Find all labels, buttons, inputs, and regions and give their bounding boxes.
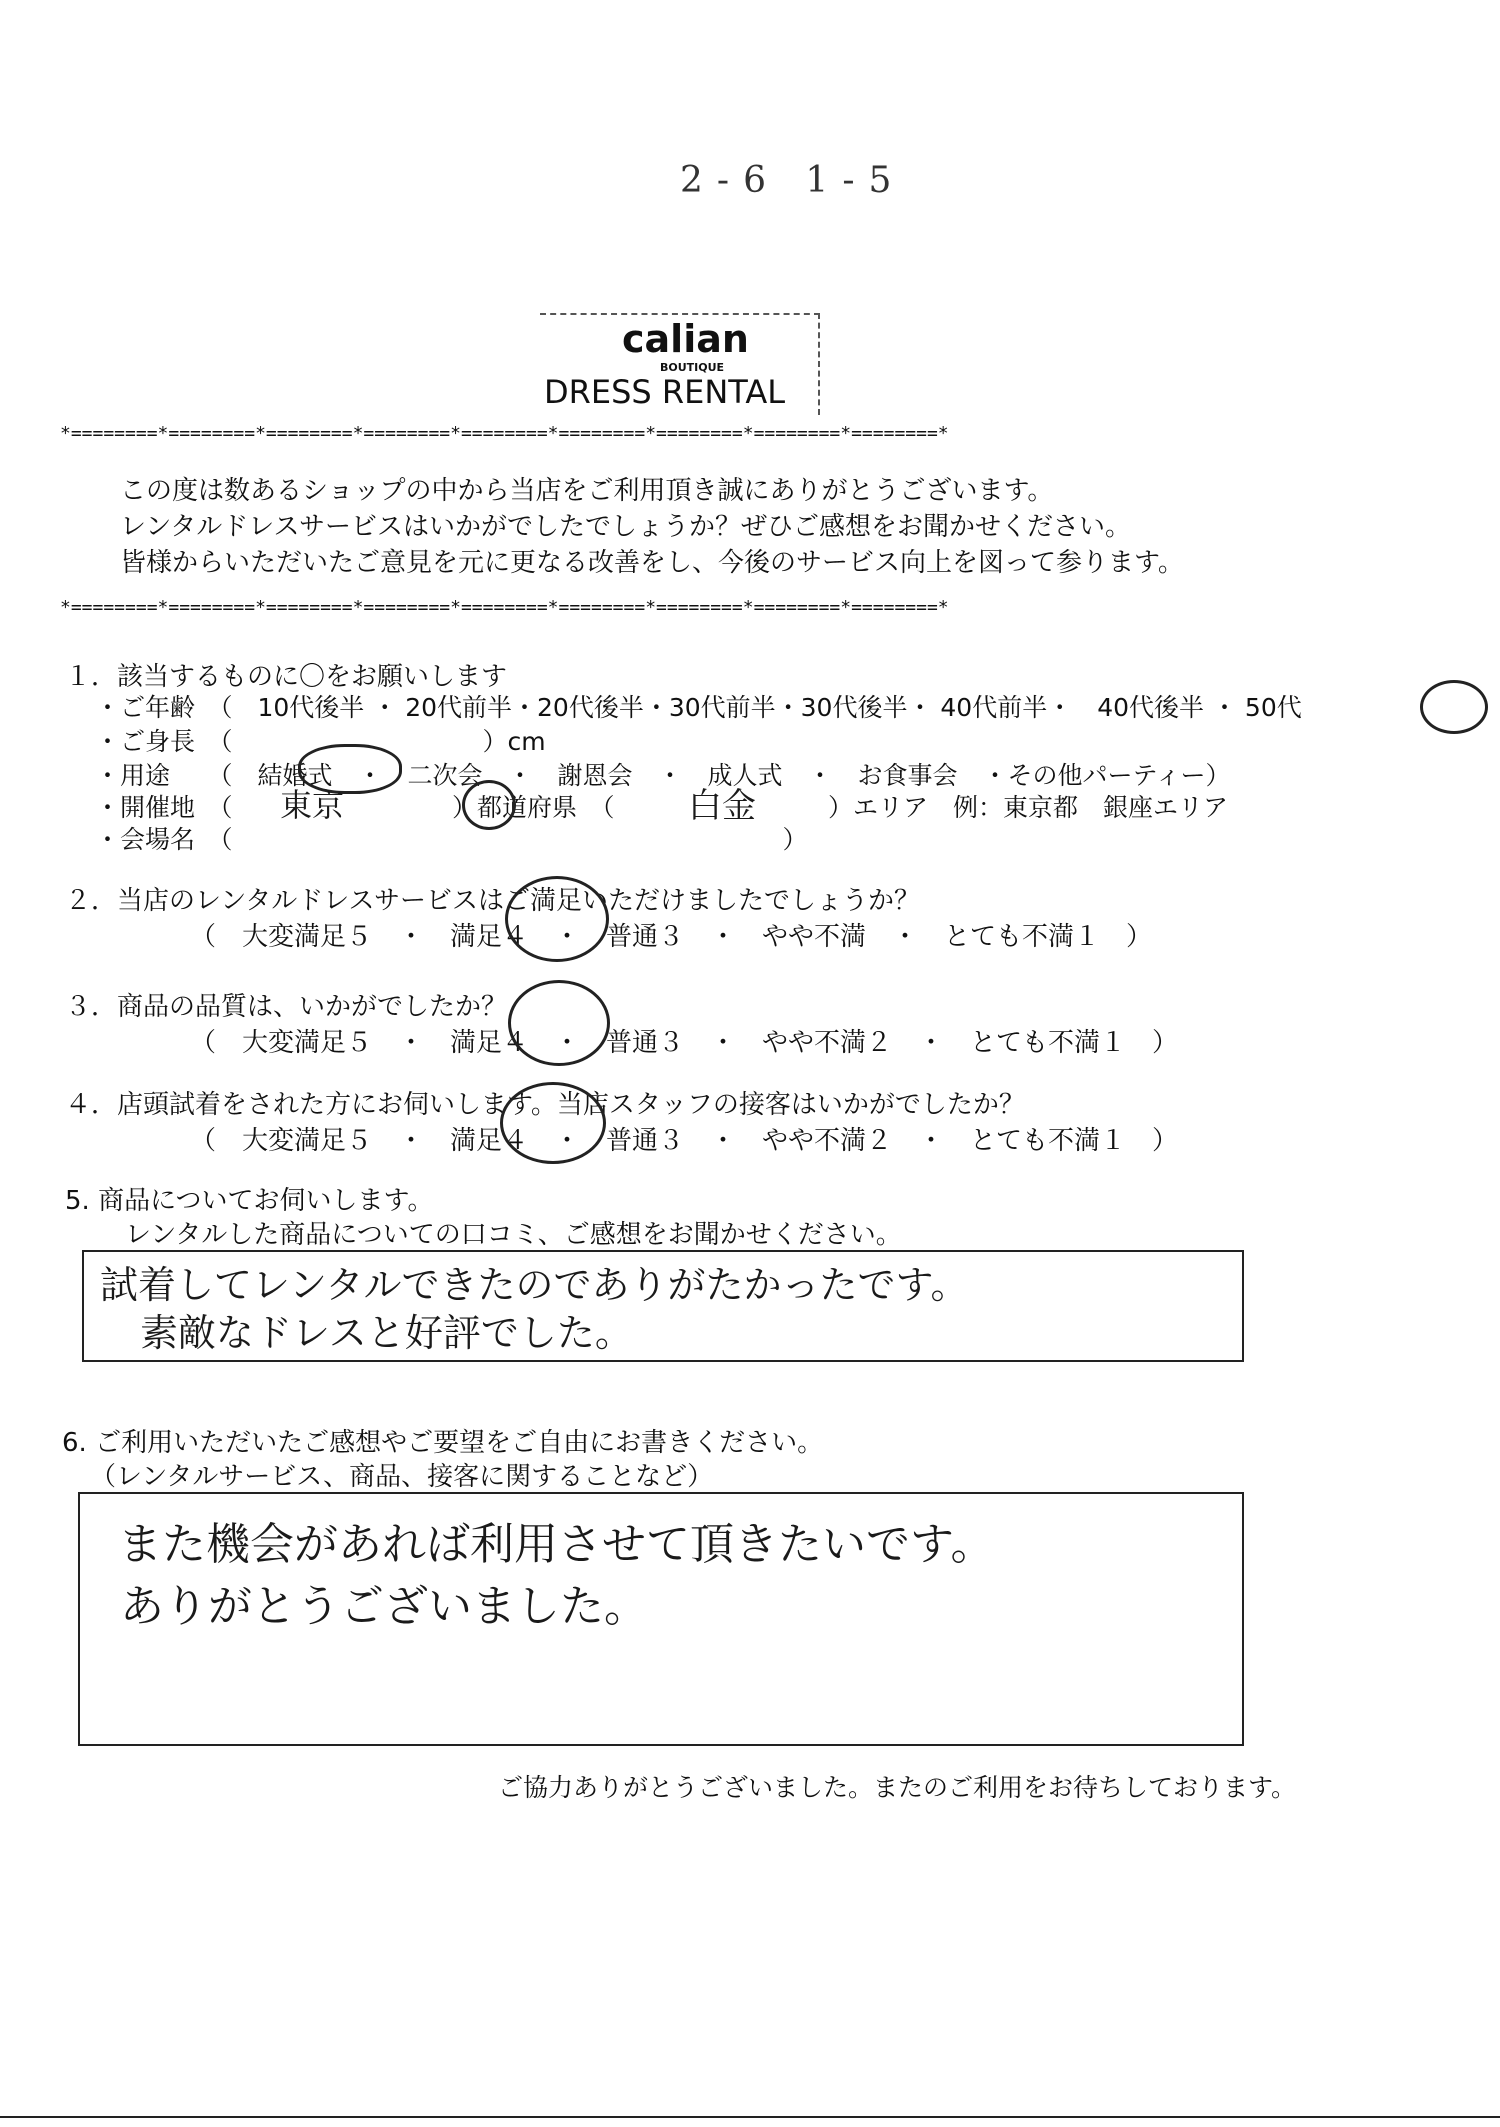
q1-purpose-line: ・用途 （ 結婚式 ・ 二次会 ・ 謝恩会 ・ 成人式 ・ お食事会 ・その他パーティー） <box>95 761 1231 790</box>
q5-comment-line-2: 素敵なドレスと好評でした。 <box>140 1311 633 1355</box>
age-50s-circle <box>1420 680 1488 734</box>
q3-title: ３．商品の品質は、いかがでしたか？ <box>65 992 508 1022</box>
separator-top: *========*========*========*========*========*========*========*========*========* <box>60 423 949 444</box>
q1-title: １．該当するものに〇をお願いします <box>65 662 508 692</box>
logo-service: DRESS RENTAL <box>544 373 786 411</box>
intro-line-3: 皆様からいただいたご意見を元に更なる改善をし、今後のサービス向上を図って参ります。 <box>120 548 1184 578</box>
logo-sub: BOUTIQUE <box>660 361 725 374</box>
q5-comment-box <box>82 1250 1244 1362</box>
q1-height-line: ・ご身長 （ ）cm <box>95 727 546 756</box>
q3-options: （ 大変満足５ ・ 満足４ ・ 普通３ ・ やや不満２ ・ とても不満１ ） <box>190 1028 1179 1058</box>
intro-line-2: レンタルドレスサービスはいかがでしたでしょうか？ぜひご感想をお聞かせください。 <box>120 512 1132 542</box>
q2-satisfied-circle <box>505 876 609 962</box>
q4-options: （ 大変満足５ ・ 満足４ ・ 普通３ ・ やや不満２ ・ とても不満１ ） <box>190 1126 1179 1156</box>
q5-subtitle: レンタルした商品についての口コミ、ご感想をお聞かせください。 <box>125 1220 902 1250</box>
q1-venue-pref: ）都道府県 （ <box>452 793 615 822</box>
q6-comment-box <box>78 1492 1244 1746</box>
brand-logo <box>540 313 820 415</box>
q5-title: 5. 商品についてお伺いします。 <box>65 1186 434 1216</box>
venue-city: 東京 <box>280 786 345 824</box>
q1-venue-area: ）エリア 例：東京都 銀座エリア <box>828 793 1229 822</box>
separator-bottom: *========*========*========*========*========*========*========*========*========* <box>60 597 949 618</box>
q6-subtitle: （レンタルサービス、商品、接客に関することなど） <box>90 1462 714 1492</box>
handwritten-date: 2-6 1-5 <box>680 160 906 201</box>
q5-comment-line-1: 試着してレンタルできたのでありがたかったです。 <box>100 1263 969 1307</box>
q6-comment-line-1: また機会があれば利用させて頂きたいです。 <box>118 1519 995 1570</box>
q1-venue-open: ・開催地 （ <box>95 793 233 822</box>
q2-title: ２．当店のレンタルドレスサービスはご満足いただけましたでしょうか？ <box>65 886 921 916</box>
closing-message: ご協力ありがとうございました。またのご利用をお待ちしております。 <box>498 1773 1297 1802</box>
q1-hall-line: ・会場名 （ ） <box>95 825 808 854</box>
q6-title: 6. ご利用いただいたご感想やご要望をご自由にお書きください。 <box>62 1428 824 1458</box>
q1-age-line: ・ご年齢 （ 10代後半 ・ 20代前半・20代後半・30代前半・30代後半・ 40代前半・ 40代後半 ・ 50代 <box>95 693 1302 722</box>
q2-options: （ 大変満足５ ・ 満足４ ・ 普通３ ・ やや不満 ・ とても不満１ ） <box>190 922 1153 952</box>
venue-area: 白金 <box>688 786 756 826</box>
bottom-rule <box>0 2116 1500 2118</box>
q3-satisfied-circle <box>508 980 610 1066</box>
q4-title: ４．店頭試着をされた方にお伺いします。当店スタッフの接客はいかがでしたか？ <box>65 1090 1025 1120</box>
q6-comment-line-2: ありがとうございました。 <box>120 1581 648 1632</box>
logo-brand: calian <box>622 317 749 361</box>
intro-line-1: この度は数あるショップの中から当店をご利用頂き誠にありがとうございます。 <box>120 476 1054 506</box>
q4-satisfied-circle <box>500 1082 606 1164</box>
